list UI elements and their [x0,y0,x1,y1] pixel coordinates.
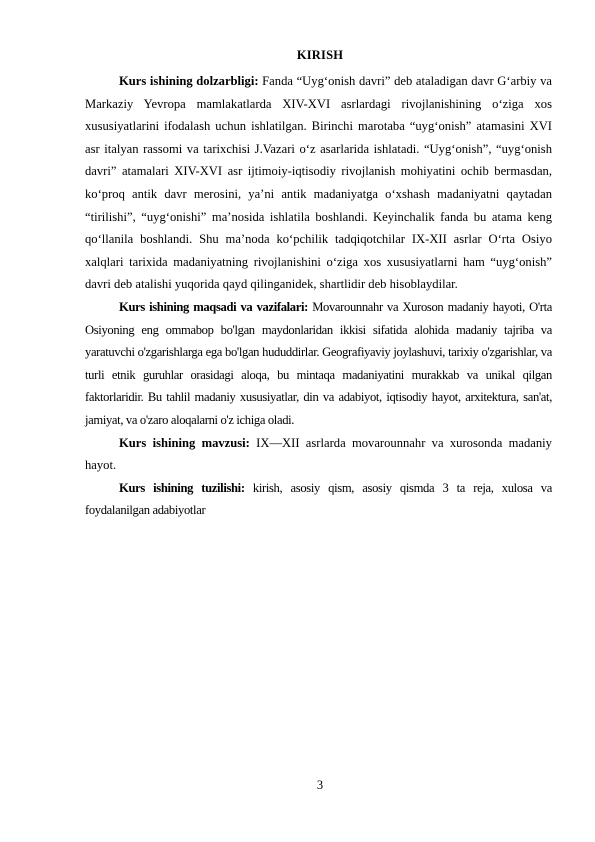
paragraph-text-topic: IX—XII asrlarda movarounnahr va xurosonda madaniy hayot. [85,435,552,473]
paragraph-goals [85,296,552,432]
paragraph-structure [85,477,552,522]
paragraph-lead-topic: Kurs ishining mavzusi: [119,435,250,450]
paragraph-lead-structure: Kurs ishining tuzilishi: [119,480,245,495]
body-text [85,70,552,522]
paragraph-text-relevance: Fanda “Uyg‘onish davri” deb ataladigan davr G‘arbiy va Markaziy Yevropa mamlakatlarda XIV-XVI asrlardagi rivojlanishining o‘ziga xos xususiyatlarini ifodalash uchun ishlatilgan. Birinchi marotaba “uyg‘onish” atamasini XVI asr italyan rassomi va tarixchisi J.Vazari o‘z asarlarida ishlatadi. “Uyg‘onish”, “uyg‘onish davri” atamalari XIV-XVI asr ijtimoiy-iqtisodiy rivojlanish mohiyatini ochib bermasdan, ko‘proq antik davr merosini, ya’ni antik madaniyatga o‘xshash madaniyatni qaytadan “tirilishi”, “uyg‘onishi” ma’nosida ishlatila boshlandi. Keyinchalik fanda bu atama keng qo‘llanila boshlandi. Shu ma’noda ko‘pchilik tadqiqotchilar IX-XII asrlar O‘rta Osiyo xalqlari tarixida madaniyatning rivojlanishini o‘ziga xos xususiyatlarni ham “uyg‘onish” davri deb atalishi yuqorida qayd qilinganidek, shartlidir deb hisoblaydilar. [85,74,552,292]
page-title: KIRISH [296,48,344,62]
paragraph-lead-goals: Kurs ishining maqsadi va vazifalari: [119,299,308,314]
paragraph-lead-relevance: Kurs ishining dolzarbligi: [119,74,259,88]
paragraph-relevance [85,70,552,296]
paragraph-topic [85,432,552,477]
paragraph-text-structure: kirish, asosiy qism, asosiy qismda 3 ta reja, xulosa va foydalanilgan adabiyotlar [85,480,552,518]
paragraph-text-goals: Movarounnahr va Xuroson madaniy hayoti, O'rta Osiyoning eng ommabop bo'lgan maydonlaridan ikkisi sifatida alohida madaniy tajriba va yaratuvchi o'zgarishlarga ega bo'lgan hududdirlar. Geografiyaviy joylashuvi, tarixiy o'zgarishlar, va turli etnik guruhlar orasidagi aloqa, bu mintaqa madaniyatini murakkab va unikal qilgan faktorlaridir. Bu tahlil madaniy xususiyatlar, din va adabiyot, iqtisodiy hayot, arxitektura, san'at, jamiyat, va o'zaro aloqalarni o'z ichiga oladi. [85,299,552,427]
page-number: 3 [316,778,324,792]
